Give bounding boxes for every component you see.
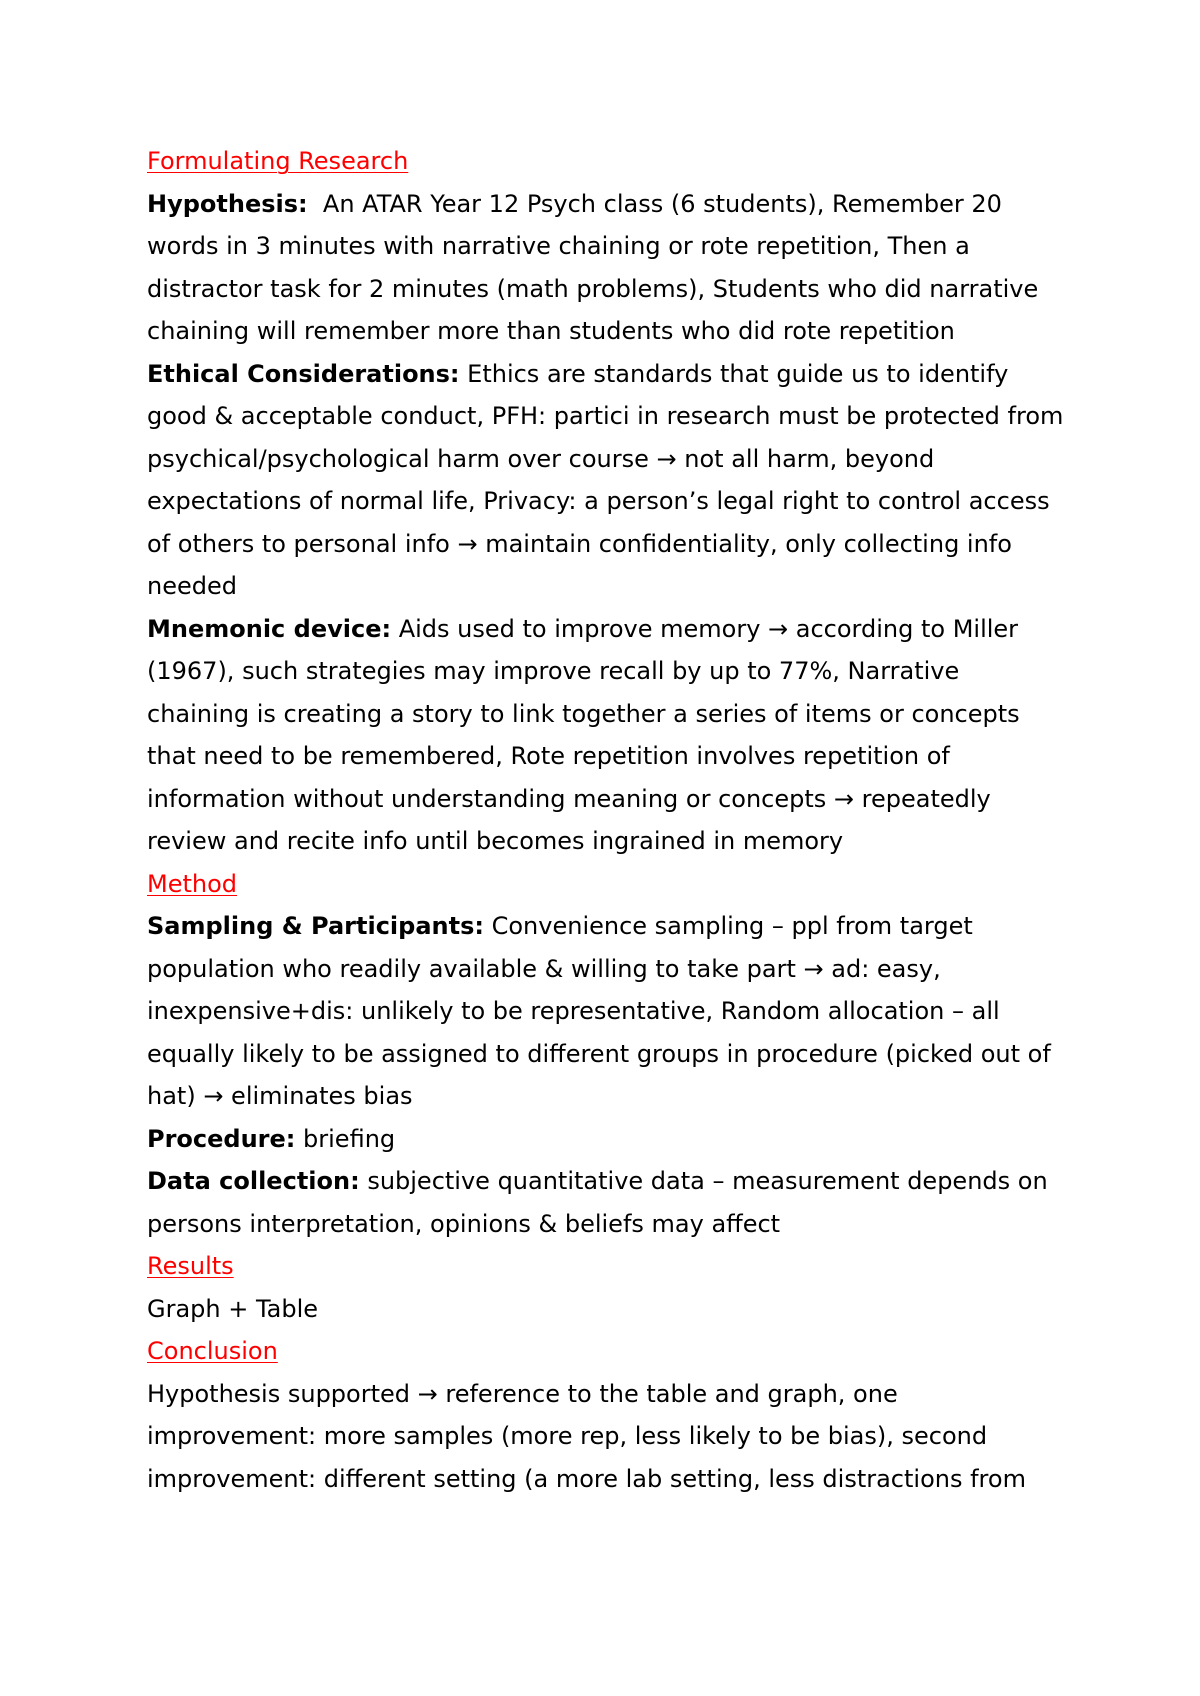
paragraph-conclusion: Hypothesis supported → reference to the table and graph, one improvement: more samples (more rep, less likely to be bias), second improvement: different setting (a more lab setting, less distractions from xyxy=(147,1379,1026,1493)
text-mnemonic-device: Aids used to improve memory → according to Miller (1967), such strategies may improve recall by up to 77%, Narrative chaining is creating a story to link together a series of items or concepts that need to be remembered, Rote repetition involves repetition of information without understanding meaning or concepts → repeatedly review and recite info until becomes ingrained in memory xyxy=(147,614,1020,855)
paragraph-data-collection xyxy=(147,1160,1067,1245)
paragraph-procedure xyxy=(147,1118,1067,1161)
paragraph-hypothesis xyxy=(147,183,1067,353)
text-sampling-participants: Convenience sampling – ppl from target population who readily available & willing to take part → ad: easy, inexpensive+dis: unlikely to be representative, Random allocation – all equally likely to be assigned to different groups in procedure (picked out of hat) → eliminates bias xyxy=(147,912,1051,1110)
label-procedure: Procedure: xyxy=(147,1124,296,1153)
heading-method: Method xyxy=(147,869,238,898)
paragraph-mnemonic-device xyxy=(147,608,1067,863)
text-ethical-considerations: Ethics are standards that guide us to identify good & acceptable conduct, PFH: partici in research must be protected from psychical/psychological harm over course → not all harm, beyond expectations of normal life, Privacy: a person’s legal right to control access of others to personal info → maintain confidentiality, only collecting info needed xyxy=(147,359,1064,600)
label-sampling-participants: Sampling & Participants: xyxy=(147,912,484,940)
heading-formulating-research: Formulating Research xyxy=(147,147,409,175)
label-data-collection: Data collection: xyxy=(147,1167,360,1195)
text-procedure: briefing xyxy=(295,1124,396,1153)
text-hypothesis: An ATAR Year 12 Psych class (6 students), Remember 20 words in 3 minutes with narrative chaining or rote repetition, Then a distractor task for 2 minutes (math problems), Students who did narrative chaining will remember more than students who did rote repetition xyxy=(147,189,1046,345)
paragraph-sampling-participants xyxy=(147,905,1067,1118)
label-hypothesis: Hypothesis: xyxy=(147,189,308,218)
label-ethical-considerations: Ethical Considerations: xyxy=(147,359,460,388)
heading-results: Results xyxy=(147,1252,234,1280)
paragraph-ethical-considerations xyxy=(147,353,1067,608)
heading-conclusion: Conclusion xyxy=(147,1337,278,1365)
paragraph-results: Graph + Table xyxy=(147,1294,319,1323)
text-data-collection: subjective quantitative data – measurement depends on persons interpretation, opinions & beliefs may affect xyxy=(147,1167,1048,1238)
label-mnemonic-device: Mnemonic device: xyxy=(147,614,392,643)
document-body xyxy=(147,140,1067,1500)
